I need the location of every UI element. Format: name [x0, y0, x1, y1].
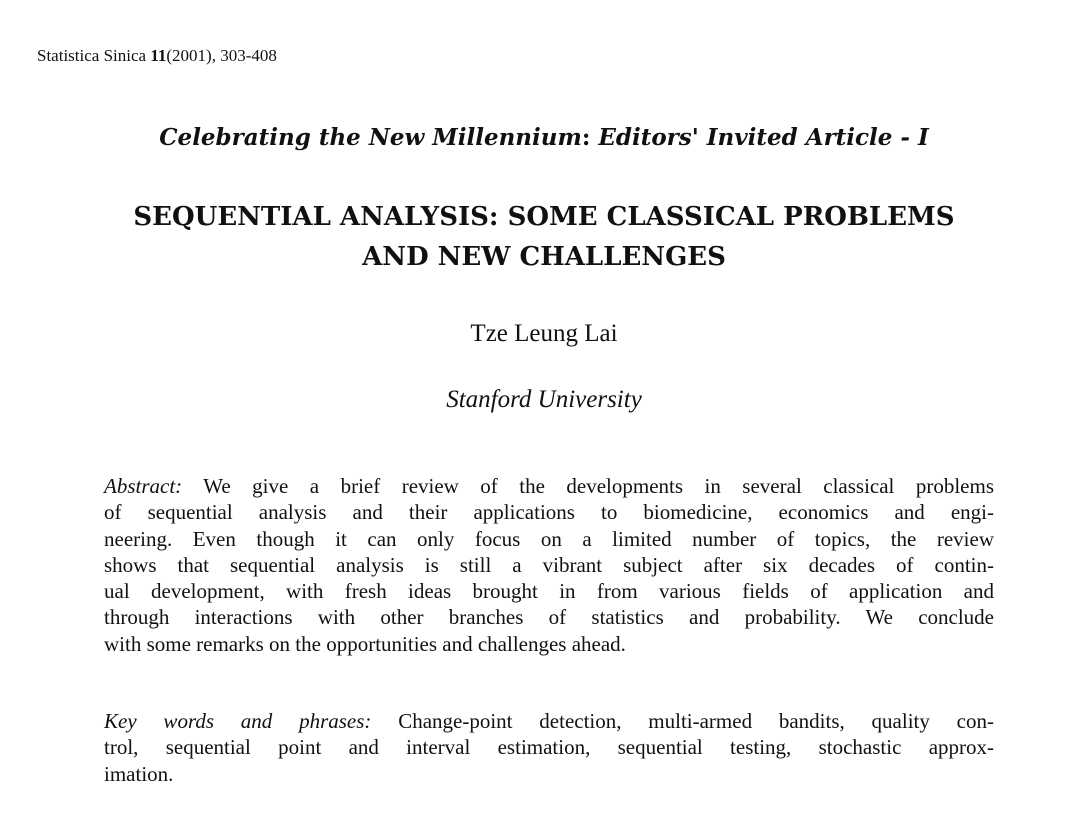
- journal-year-pages: (2001), 303-408: [166, 46, 277, 65]
- abstract-line: shows that sequential analysis is still a vibrant subject after six decades of contin-: [104, 552, 994, 577]
- journal-citation: [37, 46, 277, 66]
- series-colon: :: [581, 124, 591, 151]
- abstract-line: Abstract: We give a brief review of the developments in several classical problems: [104, 474, 994, 498]
- abstract-line: through interactions with other branches of statistics and probability. We conclude: [104, 605, 994, 630]
- keywords: [104, 708, 994, 787]
- keywords-line: imation.: [104, 761, 174, 786]
- series-part2: Editors' Invited Article - I: [598, 124, 929, 151]
- journal-volume: 11: [150, 46, 167, 65]
- title-line-2: AND NEW CHALLENGES: [362, 242, 726, 272]
- abstract-label: Abstract:: [104, 474, 183, 498]
- keywords-line: Key words and phrases: Change-point detection, multi-armed bandits, quality con-: [104, 709, 994, 733]
- author-affiliation: Stanford University: [446, 386, 642, 413]
- abstract-line: with some remarks on the opportunities and challenges ahead.: [104, 631, 626, 656]
- series-part1: Celebrating the New Millennium: [159, 124, 582, 151]
- journal-name: Statistica Sinica: [37, 46, 147, 65]
- abstract-line: neering. Even though it can only focus on a limited number of topics, the review: [104, 526, 994, 551]
- keywords-label: Key words and phrases:: [104, 709, 372, 733]
- paper-title: [0, 197, 1088, 277]
- keywords-line: trol, sequential point and interval estimation, sequential testing, stochastic approx-: [104, 735, 994, 760]
- abstract: [104, 473, 994, 657]
- series-heading: [0, 124, 1088, 151]
- author-name: Tze Leung Lai: [470, 320, 618, 347]
- title-line-1: SEQUENTIAL ANALYSIS: SOME CLASSICAL PROBLEMS: [133, 202, 955, 232]
- abstract-line: ual development, with fresh ideas brought in from various fields of application and: [104, 579, 994, 604]
- abstract-line: of sequential analysis and their applications to biomedicine, economics and engi-: [104, 500, 994, 525]
